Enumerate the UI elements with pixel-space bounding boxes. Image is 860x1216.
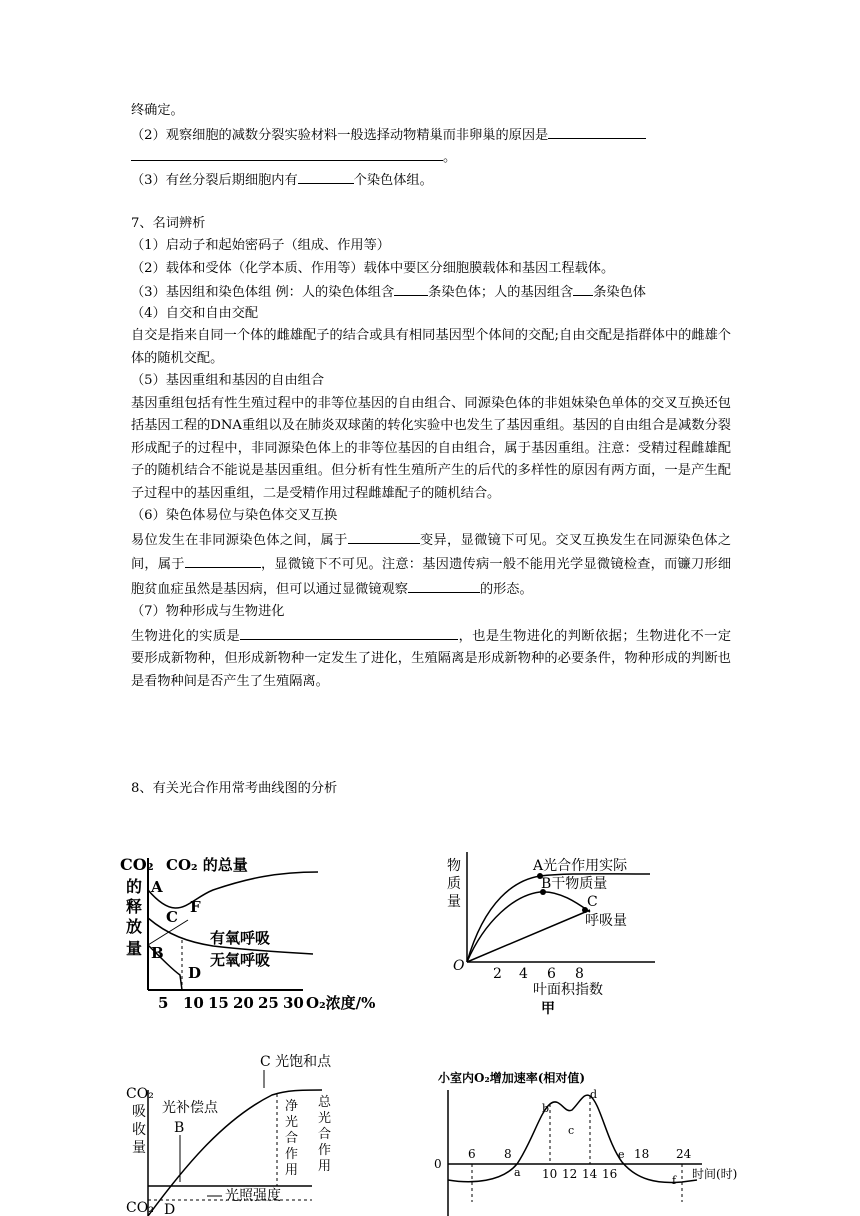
x-axis-label: 光照强度 xyxy=(225,1188,281,1204)
x-tick: 4 xyxy=(519,966,528,982)
x-tick: 15 xyxy=(208,994,229,1010)
y-label-2: 的 xyxy=(126,877,143,896)
answer-blank[interactable] xyxy=(573,280,593,296)
y-label-3: 释 xyxy=(126,897,143,916)
y-label-bottom: CO₂ xyxy=(126,1200,154,1216)
point-f: F xyxy=(190,898,201,916)
answer-blank[interactable] xyxy=(548,123,646,139)
x-tick: 6 xyxy=(468,1147,476,1161)
item-5: （5）基因重组和基因的自由组合 xyxy=(131,373,325,388)
co2-release-figure xyxy=(118,850,398,1010)
question-2-cont: 。 xyxy=(131,145,731,168)
item-1: （1）启动子和起始密码子（组成、作用等） xyxy=(131,238,390,253)
answer-blank[interactable] xyxy=(408,577,480,593)
item-2: （2）载体和受体（化学本质、作用等）载体中要区分细胞膜载体和基因工程载体。 xyxy=(131,260,615,276)
y-label-1: CO₂ xyxy=(120,855,154,874)
x-tick: 20 xyxy=(233,994,254,1010)
leaf-area-figure xyxy=(445,850,665,1020)
x-tick: 2 xyxy=(493,966,502,982)
total-label: 总 xyxy=(318,1095,332,1110)
label-b: B干物质量 xyxy=(541,876,608,892)
question-3: （3）有丝分裂后期细胞内有 个染色体组。 xyxy=(131,168,731,191)
x-tick: 30 xyxy=(283,994,304,1010)
x-tick: 24 xyxy=(676,1147,692,1161)
paragraph-4: 自交是指来自同一个体的雌雄配子的结合或具有相同基因型个体间的交配;自由交配是指群体中的雌雄个体的随机交配。 xyxy=(131,328,731,366)
b-letter: B xyxy=(174,1120,185,1136)
section-8-title: 8、有关光合作用常考曲线图的分析 xyxy=(131,781,338,796)
o2-rate-figure xyxy=(432,1062,750,1216)
item-6: （6）染色体易位与染色体交叉互换 xyxy=(131,508,338,523)
y-label-3: 量 xyxy=(447,894,461,910)
item-3: （3）基因组和染色体组 例：人的染色体组含 条染色体；人的基因组含 条染色体 xyxy=(131,280,731,303)
label-a: A光合作用实际 xyxy=(533,858,628,874)
zero-label: 0 xyxy=(434,1157,442,1171)
curve-b xyxy=(467,892,590,962)
y-label-4: 量 xyxy=(132,1140,146,1156)
aerobic-label: 有氧呼吸 xyxy=(210,929,271,947)
x-tick: 18 xyxy=(634,1147,650,1161)
y-label-2: 质 xyxy=(447,876,461,892)
y-axis-label: 小室内O₂增加速率(相对值) xyxy=(438,1071,586,1085)
paragraph-7: 生物进化的实质是 ，也是生物进化的判断依据；生物进化不一定要形成新物种，但形成新物种一定发生了进化，生殖隔离是形成新物种的必要条件，物种形成的判断也是看物种间是否产生了生殖隔离。 xyxy=(131,624,731,694)
d-letter: D xyxy=(164,1202,176,1216)
point-e: e xyxy=(618,1148,625,1161)
document-body xyxy=(131,100,731,801)
respiration-label: 呼吸量 xyxy=(585,913,627,929)
x-tick: 5 xyxy=(158,994,169,1010)
light-intensity-figure xyxy=(122,1050,352,1216)
point-f: f xyxy=(672,1174,677,1187)
y-label-1: CO₂ xyxy=(126,1086,154,1102)
anaerobic-label: 无氧呼吸 xyxy=(210,951,271,969)
x-tick: 10 xyxy=(183,994,204,1010)
point-a: A xyxy=(151,878,163,896)
total-co2-curve xyxy=(148,872,318,908)
x-tick: 8 xyxy=(575,966,584,982)
y-label-2: 吸 xyxy=(132,1104,146,1120)
point-c-label: C 光饱和点 xyxy=(260,1054,332,1070)
point-b-label: 光补偿点 xyxy=(162,1100,218,1116)
origin-label: O xyxy=(453,958,465,974)
point-d: D xyxy=(188,964,202,982)
total-label: 用 xyxy=(318,1159,332,1174)
label-c: C xyxy=(587,894,598,910)
y-label-3: 收 xyxy=(132,1122,146,1138)
section-7-title: 7、名词辨析 xyxy=(131,215,206,231)
point-c: C xyxy=(166,908,178,926)
y-label-4: 放 xyxy=(126,917,143,936)
x-tick: 12 xyxy=(562,1167,578,1181)
answer-blank[interactable] xyxy=(185,552,261,568)
net-label: 合 xyxy=(285,1131,299,1146)
x-tick: 6 xyxy=(547,966,556,982)
x-tick: 25 xyxy=(258,994,279,1010)
x-axis-label: O₂浓度/% xyxy=(306,994,376,1010)
question-2: （2）观察细胞的减数分裂实验材料一般选择动物精巢而非卵巢的原因是 xyxy=(131,123,731,146)
item-7: （7）物种形成与生物进化 xyxy=(131,604,285,619)
x-axis-label: 时间(时) xyxy=(692,1167,738,1181)
total-label: 作 xyxy=(318,1143,332,1158)
net-label: 光 xyxy=(285,1115,299,1130)
total-label: 光 xyxy=(318,1111,332,1126)
text-line: 终确定。 xyxy=(131,103,184,118)
answer-blank[interactable] xyxy=(298,168,354,184)
point-b: B xyxy=(151,944,164,962)
answer-blank[interactable] xyxy=(348,528,420,544)
x-tick: 10 xyxy=(542,1167,558,1181)
y-label-5: 量 xyxy=(126,939,143,958)
net-label: 用 xyxy=(285,1163,299,1178)
net-label: 净 xyxy=(285,1099,299,1114)
y-label-1: 物 xyxy=(447,858,461,874)
net-label: 作 xyxy=(285,1147,299,1162)
total-co2-label: CO₂ 的总量 xyxy=(166,856,248,874)
item-4: （4）自交和自由交配 xyxy=(131,305,259,321)
paragraph-6: 易位发生在非同源染色体之间，属于 变异，显微镜下可见。交叉互换发生在同源染色体之间，属于 ，显微镜下不可见。注意：基因遗传病一般不能用光学显微镜检查，而镰刀形细胞贫血症虽然是基因病，但可以通过显微镜观察 的形态。 xyxy=(131,528,731,602)
x-axis-label: 叶面积指数 xyxy=(533,982,603,998)
x-tick: 8 xyxy=(504,1147,512,1161)
point-d: d xyxy=(590,1088,598,1101)
paragraph-5: 基因重组包括有性生殖过程中的非等位基因的自由组合、同源染色体的非姐妹染色单体的交叉互换还包括基因工程的DNA重组以及在肺炎双球菌的转化实验中也发生了基因重组。基因的自由组合是减数分裂形成配子的过程中，非同源染色体上的非等位基因的自由组合，属于基因重组。注意：受精过程雌雄配子的随机结合不能说是基因重组。但分析有性生殖所产生的后代的多样性的原因有两方面，一是产生配子过程中的基因重组，二是受精作用过程雌雄配子的随机结合。 xyxy=(131,395,731,501)
figure-caption: 甲 xyxy=(541,1001,555,1017)
point-c: c xyxy=(568,1124,575,1137)
point-a: a xyxy=(514,1166,521,1179)
answer-blank[interactable] xyxy=(131,145,443,161)
answer-blank[interactable] xyxy=(240,624,458,640)
x-tick: 14 xyxy=(582,1167,598,1181)
answer-blank[interactable] xyxy=(394,280,428,296)
total-label: 合 xyxy=(318,1127,332,1142)
point-b: b xyxy=(542,1102,550,1115)
x-tick: 16 xyxy=(602,1167,618,1181)
